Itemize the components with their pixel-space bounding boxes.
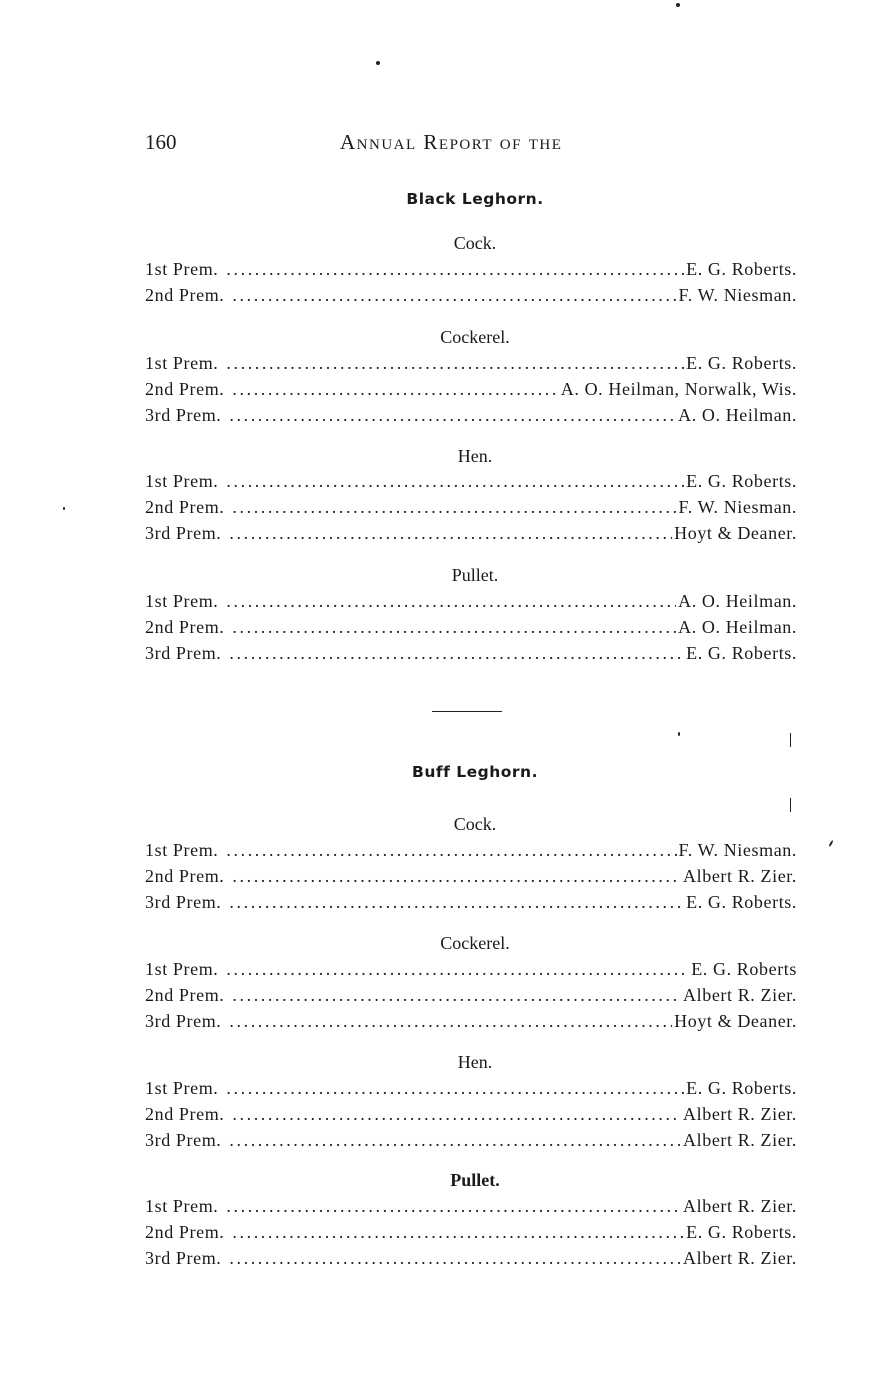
winner-name: A. O. Heilman. <box>678 405 797 425</box>
premium-entry <box>145 840 797 862</box>
category-heading: Cock. <box>453 233 497 253</box>
premium-entry <box>145 959 797 981</box>
scan-speck <box>676 3 680 7</box>
winner-name: E. G. Roberts <box>691 959 797 979</box>
premium-entry <box>145 985 797 1007</box>
running-title: Annual Report of the <box>340 130 563 154</box>
premium-entry <box>145 471 797 493</box>
dot-leader <box>226 959 689 980</box>
winner-name: Albert R. Zier. <box>683 1248 797 1268</box>
category-heading: Pullet. <box>451 565 499 585</box>
premium-label: 1st Prem. <box>145 840 219 860</box>
winner-name: Albert R. Zier. <box>683 985 797 1005</box>
scan-speck <box>678 732 680 736</box>
dot-leader <box>232 379 558 400</box>
premium-entry <box>145 523 797 545</box>
dot-leader <box>232 617 676 638</box>
winner-name: Albert R. Zier. <box>683 1196 797 1216</box>
premium-entry <box>145 405 797 427</box>
dot-leader <box>229 1011 672 1032</box>
winner-name: F. W. Niesman. <box>678 840 797 860</box>
dot-leader <box>232 285 676 306</box>
winner-name: Hoyt & Deaner. <box>674 523 797 543</box>
page-header <box>145 130 805 160</box>
premium-entry <box>145 866 797 888</box>
dot-leader <box>229 643 684 664</box>
scan-speck <box>63 507 65 510</box>
scan-speck <box>376 61 380 65</box>
premium-entry <box>145 259 797 281</box>
dot-leader <box>226 259 684 280</box>
dot-leader <box>226 353 684 374</box>
winner-name: F. W. Niesman. <box>678 497 797 517</box>
category-heading: Cockerel. <box>440 933 510 953</box>
dot-leader <box>226 1196 681 1217</box>
winner-name: E. G. Roberts. <box>686 259 797 279</box>
scan-speck <box>828 840 833 847</box>
section-title-black-leghorn: Black Leghorn. <box>406 190 544 208</box>
premium-label: 2nd Prem. <box>145 1222 225 1242</box>
premium-label: 2nd Prem. <box>145 617 225 637</box>
dot-leader <box>229 405 676 426</box>
premium-label: 3rd Prem. <box>145 892 222 912</box>
premium-label: 3rd Prem. <box>145 523 222 543</box>
dot-leader <box>232 866 681 887</box>
winner-name: E. G. Roberts. <box>686 471 797 491</box>
premium-label: 1st Prem. <box>145 591 219 611</box>
premium-label: 3rd Prem. <box>145 643 222 663</box>
section-title-buff-leghorn: Buff Leghorn. <box>412 763 538 781</box>
premium-label: 1st Prem. <box>145 1078 219 1098</box>
winner-name: F. W. Niesman. <box>678 285 797 305</box>
dot-leader <box>232 1104 681 1125</box>
winner-name: A. O. Heilman. <box>678 617 797 637</box>
premium-label: 1st Prem. <box>145 353 219 373</box>
category-heading: Pullet. <box>450 1170 500 1190</box>
category-heading: Hen. <box>457 1052 493 1072</box>
premium-entry <box>145 617 797 639</box>
premium-entry <box>145 1130 797 1152</box>
dot-leader <box>226 1078 684 1099</box>
winner-name: E. G. Roberts. <box>686 643 797 663</box>
dot-leader <box>226 591 676 612</box>
scan-speck <box>790 733 791 747</box>
winner-name: E. G. Roberts. <box>686 1222 797 1242</box>
dot-leader <box>229 1248 681 1269</box>
premium-entry <box>145 497 797 519</box>
winner-name: Albert R. Zier. <box>683 1104 797 1124</box>
winner-name: A. O. Heilman, Norwalk, Wis. <box>560 379 797 399</box>
winner-name: A. O. Heilman. <box>678 591 797 611</box>
winner-name: Albert R. Zier. <box>683 866 797 886</box>
winner-name: E. G. Roberts. <box>686 1078 797 1098</box>
page-number: 160 <box>145 130 177 154</box>
premium-entry <box>145 1248 797 1270</box>
premium-entry <box>145 285 797 307</box>
category-heading: Hen. <box>457 446 493 466</box>
premium-label: 2nd Prem. <box>145 985 225 1005</box>
premium-entry <box>145 892 797 914</box>
premium-entry <box>145 1104 797 1126</box>
premium-label: 3rd Prem. <box>145 1248 222 1268</box>
premium-entry <box>145 1011 797 1033</box>
premium-entry <box>145 1078 797 1100</box>
dot-leader <box>229 523 672 544</box>
winner-name: Albert R. Zier. <box>683 1130 797 1150</box>
dot-leader <box>232 497 676 518</box>
premium-entry <box>145 353 797 375</box>
premium-label: 2nd Prem. <box>145 285 225 305</box>
premium-entry <box>145 379 797 401</box>
dot-leader <box>232 985 681 1006</box>
winner-name: Hoyt & Deaner. <box>674 1011 797 1031</box>
dot-leader <box>229 1130 681 1151</box>
category-heading: Cock. <box>453 814 497 834</box>
premium-label: 1st Prem. <box>145 259 219 279</box>
premium-label: 1st Prem. <box>145 959 219 979</box>
premium-entry <box>145 643 797 665</box>
premium-entry <box>145 1196 797 1218</box>
premium-label: 1st Prem. <box>145 471 219 491</box>
premium-label: 3rd Prem. <box>145 405 222 425</box>
premium-label: 2nd Prem. <box>145 379 225 399</box>
dot-leader <box>226 840 676 861</box>
dot-leader <box>229 892 684 913</box>
premium-label: 2nd Prem. <box>145 866 225 886</box>
dot-leader <box>226 471 684 492</box>
dot-leader <box>232 1222 684 1243</box>
premium-entry <box>145 591 797 613</box>
winner-name: E. G. Roberts. <box>686 353 797 373</box>
winner-name: E. G. Roberts. <box>686 892 797 912</box>
premium-label: 2nd Prem. <box>145 1104 225 1124</box>
premium-label: 1st Prem. <box>145 1196 219 1216</box>
premium-label: 3rd Prem. <box>145 1130 222 1150</box>
section-divider-rule <box>432 711 502 712</box>
premium-entry <box>145 1222 797 1244</box>
category-heading: Cockerel. <box>440 327 510 347</box>
premium-label: 3rd Prem. <box>145 1011 222 1031</box>
scan-speck <box>790 798 791 812</box>
premium-label: 2nd Prem. <box>145 497 225 517</box>
